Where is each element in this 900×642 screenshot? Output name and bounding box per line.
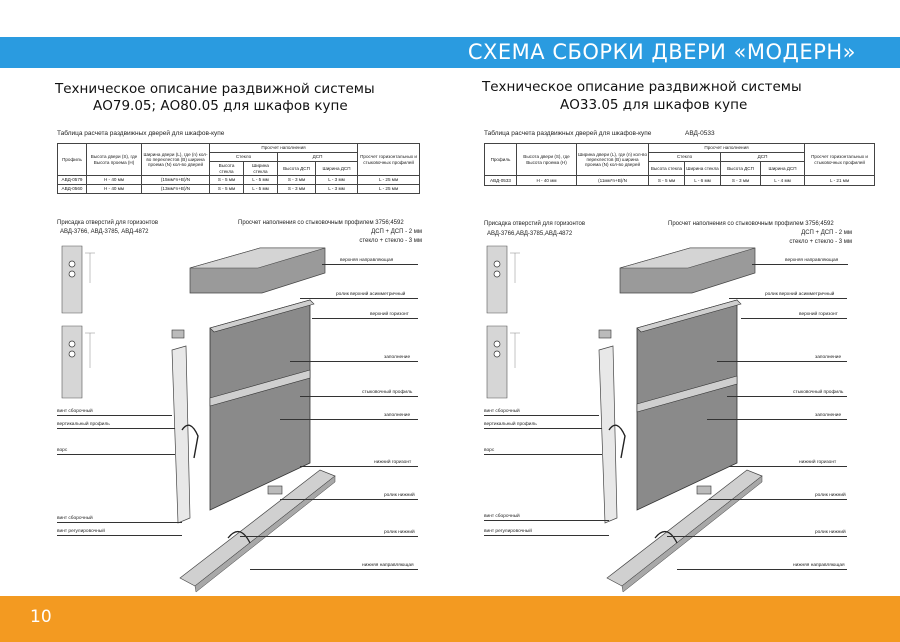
door-assembly-illustration <box>465 68 895 596</box>
table-cell: S - 5 мм <box>210 185 244 194</box>
leader-line <box>322 264 418 265</box>
leader-line <box>240 536 418 537</box>
leader-line <box>312 318 418 319</box>
table-header: Ширина ДСП <box>761 162 805 176</box>
left-drill-note: Присадка отверстий для горизонтов <box>57 220 159 226</box>
table-cell: S - 5 мм <box>210 176 244 185</box>
table-header: Просчет наполнения <box>210 144 358 153</box>
table-cell: L - 5 мм <box>244 185 278 194</box>
label-bottom-horizon: нижний горизонт <box>374 460 412 465</box>
table-header: Ширина стекла <box>244 162 278 176</box>
label-fill-top: заполнение <box>384 355 411 360</box>
right-fill-note: Просчет наполнения со стыковочным профилем 3756;4592 <box>668 221 834 227</box>
label-bottom-roller-2: ролик нижний <box>815 530 846 535</box>
table-cell: АВД-0533 <box>485 176 517 186</box>
label-bottom-horizon: нижний горизонт <box>799 460 837 465</box>
right-title-line2: АО33.05 для шкафов купе <box>560 97 748 113</box>
table-header: Высота ДСП <box>278 162 316 176</box>
label-vertical: вертикальный профиль <box>57 422 110 427</box>
table-cell: L - 25 мм <box>358 176 420 185</box>
leader-line <box>57 535 182 536</box>
page-number: 10 <box>30 607 52 627</box>
leader-line <box>300 396 418 397</box>
leader-line <box>484 535 609 536</box>
label-bottom-roller: ролик нижний <box>815 493 846 498</box>
label-top-roller: ролик верхний асимметричный <box>336 292 406 297</box>
table-cell: S - 3 мм <box>278 185 316 194</box>
table-cell: Н - 40 мм <box>87 176 142 185</box>
leader-line <box>729 298 847 299</box>
label-brush: ворс <box>484 448 495 453</box>
leader-line <box>741 318 847 319</box>
table-header: Ширина двери (L), где (n) кол-во перехлестов (B) ширина проема (N) кол-во дверей <box>577 144 649 176</box>
label-brush: ворс <box>57 448 68 453</box>
table-cell: L - 3 мм <box>316 185 358 194</box>
leader-line <box>280 499 418 500</box>
table-header: Просчет горизонтальных и стыковочных профилей <box>358 144 420 176</box>
leader-line <box>752 264 848 265</box>
left-table-caption: Таблица расчета раздвижных дверей для шкафов-купе <box>57 130 225 137</box>
label-top-rail: верхняя направляющая <box>340 258 394 263</box>
label-bottom-rail: нижняя направляющая <box>793 563 845 568</box>
leader-line <box>300 466 418 467</box>
table-cell: (13мм*n+B)/N <box>142 185 210 194</box>
table-cell: S - 3 мм <box>278 176 316 185</box>
leader-line <box>57 415 172 416</box>
leader-line <box>677 569 847 570</box>
table-cell: Н - 40 мм <box>517 176 577 186</box>
right-drill-note: Присадка отверстий для горизонтов <box>484 221 586 227</box>
label-top-rail: верхняя направляющая <box>785 258 839 263</box>
label-top-roller: ролик верхний асимметричный <box>765 292 835 297</box>
table-cell: L - 5 мм <box>244 176 278 185</box>
leader-line <box>484 415 599 416</box>
table-cell: АВД-0579 <box>58 176 87 185</box>
table-header: Стекло <box>649 153 721 162</box>
leader-line <box>250 569 418 570</box>
page-title: СХЕМА СБОРКИ ДВЕРИ «МОДЕРН» <box>467 40 856 64</box>
leader-line <box>300 298 418 299</box>
right-section <box>465 68 895 596</box>
leader-line <box>667 536 847 537</box>
label-fill-bottom: заполнение <box>815 413 842 418</box>
left-fill-glass: стекло + стекло - 3 мм <box>359 238 422 244</box>
right-table-caption-code: АВД-0533 <box>685 130 715 137</box>
table-header: Стекло <box>210 153 278 162</box>
table-cell: (15мм*n+B)/N <box>142 176 210 185</box>
right-drill-profiles: АВД-3766,АВД-3785,АВД-4872 <box>487 231 573 237</box>
table-header: Высота ДСП <box>721 162 761 176</box>
table-cell: L - 25 мм <box>358 185 420 194</box>
label-screw-adj: винт регулировочный <box>57 529 105 534</box>
table-cell: S - 3 мм <box>721 176 761 186</box>
left-title-line2: АО79.05; АО80.05 для шкафов купе <box>93 98 348 114</box>
label-bottom-rail: нижняя направляющая <box>362 563 414 568</box>
right-fill-glass: стекло + стекло - 3 мм <box>789 239 852 245</box>
leader-line <box>484 428 602 429</box>
label-bottom-roller-2: ролик нижний <box>384 530 415 535</box>
leader-line <box>727 396 847 397</box>
table-cell: L - 4 мм <box>761 176 805 186</box>
label-top-horizon: верхний горизонт <box>799 312 838 317</box>
label-screw-asm: винт сборочный <box>57 409 93 414</box>
table-header: Профиль <box>485 144 517 176</box>
table-header: Профиль <box>58 144 87 176</box>
label-top-horizon: верхний горизонт <box>370 312 409 317</box>
left-title-line1: Техническое описание раздвижной системы <box>55 81 375 97</box>
label-screw-asm-2: винт сборочный <box>484 514 520 519</box>
table-header: Высота двери (S), где Высота проема (Н) <box>87 144 142 176</box>
leader-line <box>57 454 175 455</box>
table-cell: Н - 40 мм <box>87 185 142 194</box>
leader-line <box>290 361 418 362</box>
label-bottom-roller: ролик нижний <box>384 493 415 498</box>
label-vertical: вертикальный профиль <box>484 422 537 427</box>
table-cell: (11мм*n+B)/N <box>577 176 649 186</box>
leader-line <box>280 419 418 420</box>
table-header: Ширина ДСП <box>316 162 358 176</box>
table-header: Высота стекла <box>210 162 244 176</box>
left-fill-dsp: ДСП + ДСП - 2 мм <box>371 229 422 235</box>
table-cell: L - 6 мм <box>685 176 721 186</box>
leader-line <box>729 466 847 467</box>
table-header: Ширина стекла <box>685 162 721 176</box>
table-header: Ширина двери (L), где (n) кол-во перехлестов (B) ширина проема (N) кол-во дверей <box>142 144 210 176</box>
table-cell: АВД-0560 <box>58 185 87 194</box>
footer-band <box>0 596 900 642</box>
table-header: Высота стекла <box>649 162 685 176</box>
left-fill-note: Просчет наполнения со стыковочным профилем 3756;4592 <box>238 220 404 226</box>
leader-line <box>484 520 609 521</box>
header-band <box>0 37 900 68</box>
table-header: Высота двери (S), где Высота проема (Н) <box>517 144 577 176</box>
table-cell: L - 3 мм <box>316 176 358 185</box>
label-screw-adj: винт регулировочный <box>484 529 532 534</box>
table-cell: S - 5 мм <box>649 176 685 186</box>
label-fill-bottom: заполнение <box>384 413 411 418</box>
table-header: ДСП <box>278 153 358 162</box>
table-header: Просчет горизонтальных и стыковочных профилей <box>805 144 875 176</box>
right-title-line1: Техническое описание раздвижной системы <box>482 79 802 95</box>
table-header: ДСП <box>721 153 805 162</box>
leader-line <box>717 361 847 362</box>
table-header: Просчет наполнения <box>649 144 805 153</box>
label-fill-top: заполнение <box>815 355 842 360</box>
label-joint: стыковочный профиль <box>793 390 844 395</box>
label-screw-asm-2: винт сборочный <box>57 516 93 521</box>
label-joint: стыковочный профиль <box>362 390 413 395</box>
leader-line <box>57 428 175 429</box>
left-drill-profiles: АВД-3766, АВД-3785, АВД-4872 <box>60 229 149 235</box>
left-section <box>0 68 430 596</box>
leader-line <box>484 454 602 455</box>
leader-line <box>57 522 182 523</box>
leader-line <box>707 419 847 420</box>
right-fill-dsp: ДСП + ДСП - 2 мм <box>801 230 852 236</box>
leader-line <box>709 499 847 500</box>
table-cell: L - 21 мм <box>805 176 875 186</box>
right-table-caption: Таблица расчета раздвижных дверей для шкафов-купе <box>484 130 652 137</box>
label-screw-asm: винт сборочный <box>484 409 520 414</box>
